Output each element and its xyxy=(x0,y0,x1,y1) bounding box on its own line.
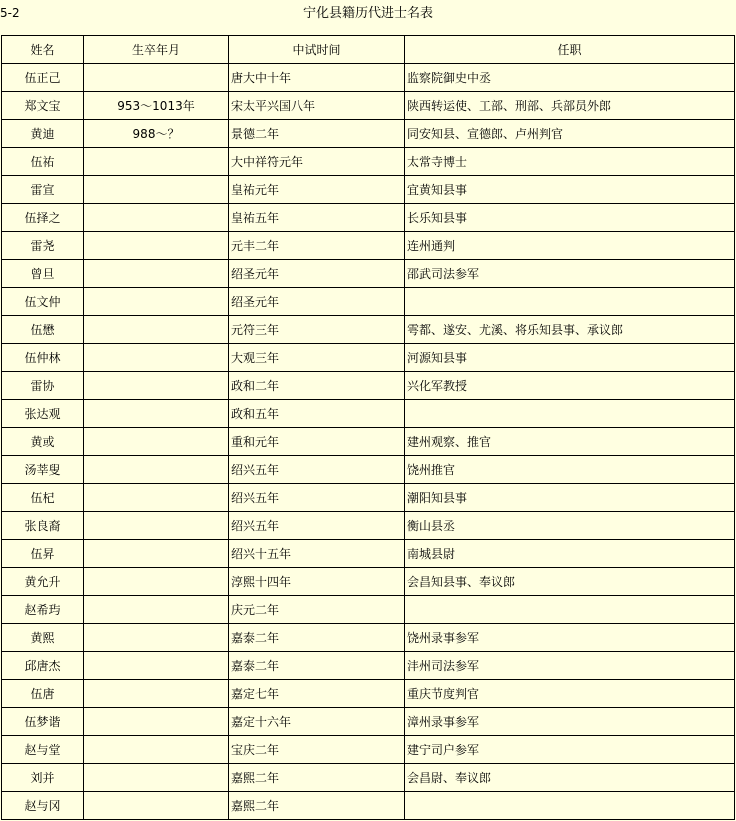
cell-exam-time: 重和元年 xyxy=(229,428,405,456)
cell-life: 953～1013年 xyxy=(84,92,229,120)
cell-office: 邵武司法参军 xyxy=(405,260,735,288)
cell-office: 太常寺博士 xyxy=(405,148,735,176)
cell-exam-time: 政和五年 xyxy=(229,400,405,428)
cell-name: 赵与冈 xyxy=(2,792,84,820)
header-office: 任职 xyxy=(405,36,735,64)
table-row xyxy=(2,568,735,596)
cell-life: 988～？ xyxy=(84,120,229,148)
cell-name: 雷宣 xyxy=(2,176,84,204)
table-row xyxy=(2,512,735,540)
cell-office: 连州通判 xyxy=(405,232,735,260)
cell-name: 黄允升 xyxy=(2,568,84,596)
cell-name: 伍昇 xyxy=(2,540,84,568)
cell-life xyxy=(84,372,229,400)
table-row xyxy=(2,456,735,484)
cell-life xyxy=(84,456,229,484)
cell-life xyxy=(84,428,229,456)
cell-life xyxy=(84,484,229,512)
cell-office: 雩都、遂安、尤溪、将乐知县事、承议郎 xyxy=(405,316,735,344)
cell-life xyxy=(84,316,229,344)
cell-life xyxy=(84,400,229,428)
cell-life xyxy=(84,204,229,232)
table-row xyxy=(2,316,735,344)
cell-life xyxy=(84,764,229,792)
cell-office: 南城县尉 xyxy=(405,540,735,568)
table-row xyxy=(2,680,735,708)
cell-life xyxy=(84,148,229,176)
table-row xyxy=(2,148,735,176)
cell-name: 曾旦 xyxy=(2,260,84,288)
cell-exam-time: 嘉定七年 xyxy=(229,680,405,708)
table-row xyxy=(2,204,735,232)
cell-exam-time: 景德二年 xyxy=(229,120,405,148)
cell-name: 黄迪 xyxy=(2,120,84,148)
cell-office xyxy=(405,288,735,316)
table-row xyxy=(2,288,735,316)
cell-name: 伍懋 xyxy=(2,316,84,344)
cell-name: 汤莘叟 xyxy=(2,456,84,484)
table-row xyxy=(2,428,735,456)
cell-life xyxy=(84,64,229,92)
table-title: 宁化县籍历代进士名表 xyxy=(302,6,433,21)
cell-name: 邱唐杰 xyxy=(2,652,84,680)
cell-name: 伍杞 xyxy=(2,484,84,512)
cell-name: 刘并 xyxy=(2,764,84,792)
cell-office: 饶州推官 xyxy=(405,456,735,484)
cell-exam-time: 嘉泰二年 xyxy=(229,652,405,680)
cell-life xyxy=(84,260,229,288)
table-caption xyxy=(0,0,736,34)
cell-life xyxy=(84,344,229,372)
cell-name: 黄或 xyxy=(2,428,84,456)
cell-exam-time: 绍兴五年 xyxy=(229,484,405,512)
cell-name: 张达观 xyxy=(2,400,84,428)
table-row xyxy=(2,792,735,820)
cell-office xyxy=(405,792,735,820)
cell-name: 赵与堂 xyxy=(2,736,84,764)
table-row xyxy=(2,624,735,652)
cell-office: 饶州录事参军 xyxy=(405,624,735,652)
cell-life xyxy=(84,176,229,204)
table-body xyxy=(2,64,735,820)
cell-exam-time: 嘉熙二年 xyxy=(229,764,405,792)
cell-exam-time: 宝庆二年 xyxy=(229,736,405,764)
table-row xyxy=(2,120,735,148)
table-row xyxy=(2,176,735,204)
table-number: 5-2 xyxy=(0,6,20,20)
cell-exam-time: 嘉定十六年 xyxy=(229,708,405,736)
cell-name: 伍梦谐 xyxy=(2,708,84,736)
cell-life xyxy=(84,596,229,624)
cell-office: 陕西转运使、工部、刑部、兵部员外郎 xyxy=(405,92,735,120)
cell-life xyxy=(84,652,229,680)
cell-life xyxy=(84,624,229,652)
table-row xyxy=(2,652,735,680)
cell-life xyxy=(84,708,229,736)
table-row xyxy=(2,484,735,512)
cell-name: 张良裔 xyxy=(2,512,84,540)
cell-office xyxy=(405,596,735,624)
cell-office: 建宁司户参军 xyxy=(405,736,735,764)
cell-office: 宜黄知县事 xyxy=(405,176,735,204)
header-exam-time: 中试时间 xyxy=(229,36,405,64)
cell-exam-time: 皇祐五年 xyxy=(229,204,405,232)
cell-office: 漳州录事参军 xyxy=(405,708,735,736)
cell-office: 长乐知县事 xyxy=(405,204,735,232)
cell-exam-time: 大中祥符元年 xyxy=(229,148,405,176)
cell-exam-time: 绍兴五年 xyxy=(229,512,405,540)
cell-office xyxy=(405,400,735,428)
cell-life xyxy=(84,288,229,316)
cell-life xyxy=(84,512,229,540)
cell-exam-time: 嘉泰二年 xyxy=(229,624,405,652)
cell-exam-time: 宋太平兴国八年 xyxy=(229,92,405,120)
table-row xyxy=(2,260,735,288)
table-row xyxy=(2,232,735,260)
cell-exam-time: 嘉熙二年 xyxy=(229,792,405,820)
cell-exam-time: 淳熙十四年 xyxy=(229,568,405,596)
table-row xyxy=(2,540,735,568)
cell-exam-time: 政和二年 xyxy=(229,372,405,400)
cell-office: 沣州司法参军 xyxy=(405,652,735,680)
table-row xyxy=(2,708,735,736)
cell-exam-time: 元丰二年 xyxy=(229,232,405,260)
cell-name: 雷协 xyxy=(2,372,84,400)
cell-exam-time: 绍兴五年 xyxy=(229,456,405,484)
cell-exam-time: 元符三年 xyxy=(229,316,405,344)
cell-life xyxy=(84,232,229,260)
cell-name: 伍文仲 xyxy=(2,288,84,316)
cell-office: 建州观察、推官 xyxy=(405,428,735,456)
cell-office: 同安知县、宣德郎、卢州判官 xyxy=(405,120,735,148)
cell-office: 会昌知县事、奉议郎 xyxy=(405,568,735,596)
cell-life xyxy=(84,792,229,820)
cell-exam-time: 绍圣元年 xyxy=(229,288,405,316)
cell-exam-time: 绍圣元年 xyxy=(229,260,405,288)
cell-life xyxy=(84,680,229,708)
cell-life xyxy=(84,540,229,568)
cell-office: 潮阳知县事 xyxy=(405,484,735,512)
cell-name: 伍正己 xyxy=(2,64,84,92)
cell-name: 伍仲林 xyxy=(2,344,84,372)
cell-exam-time: 唐大中十年 xyxy=(229,64,405,92)
table-header-row xyxy=(2,36,735,64)
cell-office: 监察院御史中丞 xyxy=(405,64,735,92)
cell-name: 郑文宝 xyxy=(2,92,84,120)
cell-exam-time: 庆元二年 xyxy=(229,596,405,624)
cell-office: 河源知县事 xyxy=(405,344,735,372)
table-row xyxy=(2,736,735,764)
cell-life xyxy=(84,568,229,596)
table-row xyxy=(2,596,735,624)
table-row xyxy=(2,400,735,428)
cell-life xyxy=(84,736,229,764)
cell-office: 会昌尉、奉议郎 xyxy=(405,764,735,792)
cell-exam-time: 皇祐元年 xyxy=(229,176,405,204)
cell-name: 黄熙 xyxy=(2,624,84,652)
table-row xyxy=(2,372,735,400)
header-life: 生卒年月 xyxy=(84,36,229,64)
cell-name: 伍祐 xyxy=(2,148,84,176)
cell-office: 重庆节度判官 xyxy=(405,680,735,708)
jinshi-table xyxy=(1,35,735,820)
cell-name: 雷尧 xyxy=(2,232,84,260)
cell-office: 衡山县丞 xyxy=(405,512,735,540)
cell-office: 兴化军教授 xyxy=(405,372,735,400)
cell-name: 伍唐 xyxy=(2,680,84,708)
table-row xyxy=(2,92,735,120)
cell-name: 赵希玙 xyxy=(2,596,84,624)
cell-exam-time: 绍兴十五年 xyxy=(229,540,405,568)
table-row xyxy=(2,764,735,792)
cell-name: 伍择之 xyxy=(2,204,84,232)
table-row xyxy=(2,344,735,372)
cell-exam-time: 大观三年 xyxy=(229,344,405,372)
table-row xyxy=(2,64,735,92)
header-name: 姓名 xyxy=(2,36,84,64)
